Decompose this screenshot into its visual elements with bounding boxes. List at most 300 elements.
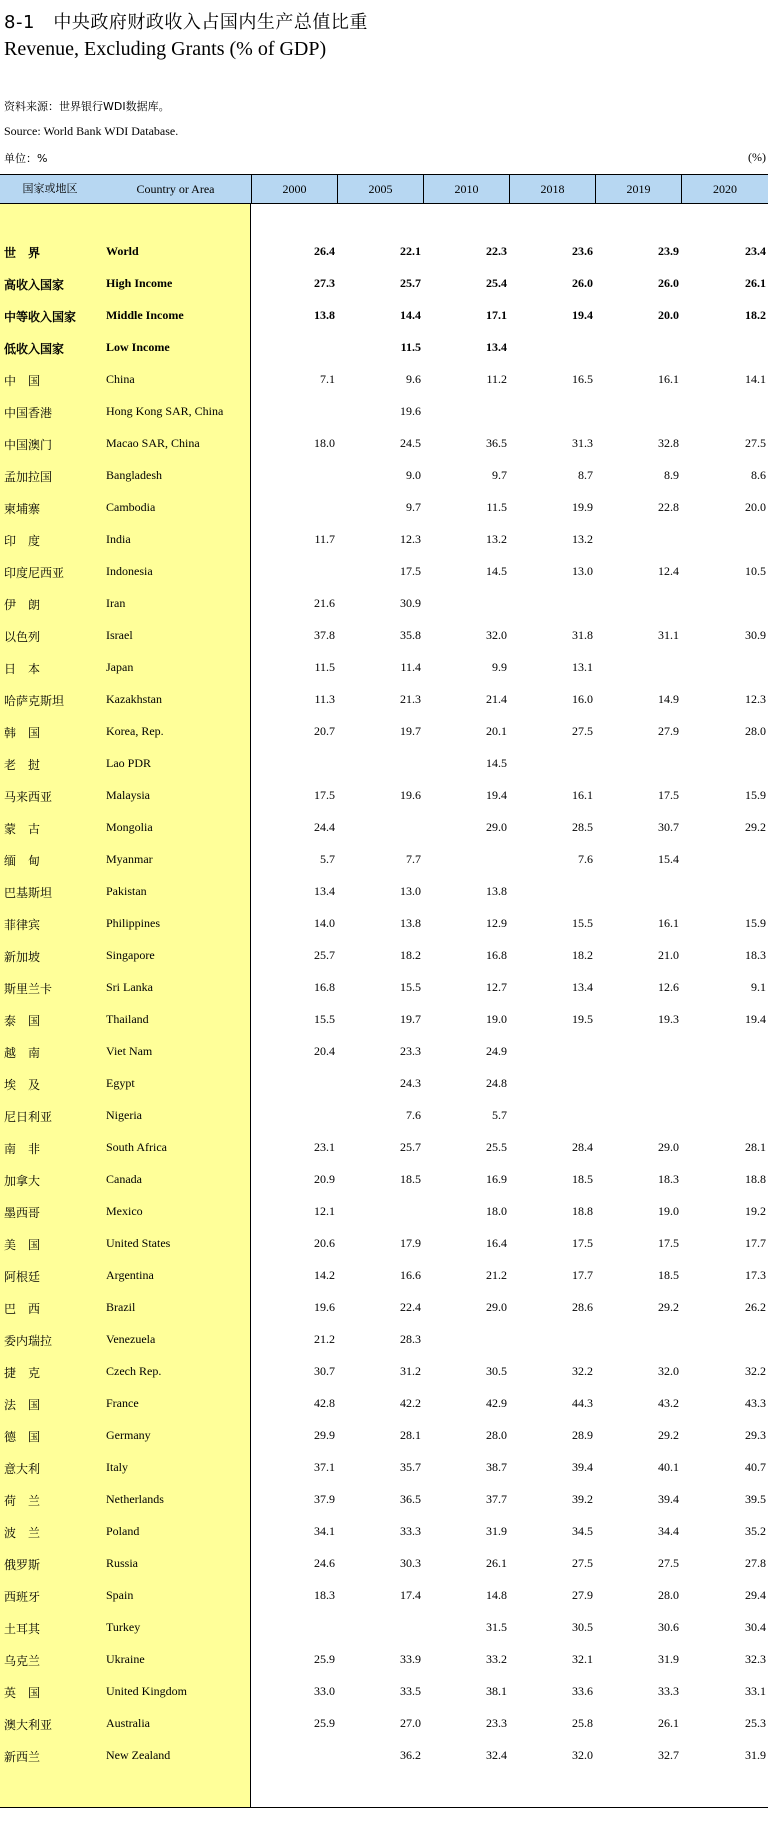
region-name-zh: 菲律宾 [4, 918, 41, 932]
region-name-zh: 伊 朗 [4, 598, 41, 612]
value-cell-2010: 25.5 [486, 1140, 507, 1154]
region-name-en: France [106, 1396, 139, 1410]
region-name-en: Malaysia [106, 788, 150, 802]
value-cell-2000: 26.4 [314, 244, 335, 258]
region-name-en: Middle Income [106, 308, 184, 322]
value-cell-2019: 30.7 [658, 820, 679, 834]
value-cell-2018: 39.2 [572, 1492, 593, 1506]
value-cell-2019: 31.9 [658, 1652, 679, 1666]
region-name-en: Bangladesh [106, 468, 162, 482]
table-row [0, 1420, 768, 1452]
value-cell-2010: 32.4 [486, 1748, 507, 1762]
value-cell-2000: 20.9 [314, 1172, 335, 1186]
value-cell-2018: 34.5 [572, 1524, 593, 1538]
table-row [0, 460, 768, 492]
region-name-en: Nigeria [106, 1108, 142, 1122]
value-cell-2018: 16.0 [572, 692, 593, 706]
region-name-en: United States [106, 1236, 171, 1250]
aggregate-row [0, 236, 768, 268]
value-cell-2005: 9.6 [406, 372, 421, 386]
value-cell-2005: 33.3 [400, 1524, 421, 1538]
region-name-zh: 新加坡 [4, 950, 41, 964]
value-cell-2005: 9.7 [406, 500, 421, 514]
region-name-en: Japan [106, 660, 134, 674]
column-header-year: 2005 [368, 182, 393, 196]
value-cell-2010: 13.4 [486, 340, 507, 354]
value-cell-2005: 13.0 [400, 884, 421, 898]
value-cell-2005: 42.2 [400, 1396, 421, 1410]
value-cell-2010: 42.9 [486, 1396, 507, 1410]
region-name-en: Macao SAR, China [106, 436, 200, 450]
region-name-zh: 美 国 [4, 1238, 41, 1252]
value-cell-2000: 13.8 [314, 308, 335, 322]
value-cell-2000: 17.5 [314, 788, 335, 802]
value-cell-2010: 5.7 [492, 1108, 507, 1122]
value-cell-2010: 21.2 [486, 1268, 507, 1282]
value-cell-2010: 19.0 [486, 1012, 507, 1026]
region-name-zh: 捷 克 [4, 1366, 41, 1380]
value-cell-2019: 18.3 [658, 1172, 679, 1186]
value-cell-2000: 42.8 [314, 1396, 335, 1410]
value-cell-2005: 35.7 [400, 1460, 421, 1474]
region-name-en: Philippines [106, 916, 161, 930]
column-header-year: 2019 [626, 182, 651, 196]
value-cell-2019: 16.1 [658, 916, 679, 930]
value-cell-2019: 33.3 [658, 1684, 679, 1698]
value-cell-2020: 32.3 [745, 1652, 766, 1666]
aggregate-row [0, 300, 768, 332]
value-cell-2005: 9.0 [406, 468, 421, 482]
value-cell-2010: 33.2 [486, 1652, 507, 1666]
value-cell-2010: 29.0 [486, 1300, 507, 1314]
value-cell-2005: 36.2 [400, 1748, 421, 1762]
value-cell-2020: 17.7 [745, 1236, 766, 1250]
table-row [0, 1100, 768, 1132]
value-cell-2020: 30.4 [745, 1620, 766, 1634]
value-cell-2019: 20.0 [658, 308, 679, 322]
value-cell-2019: 27.9 [658, 724, 679, 738]
value-cell-2020: 12.3 [745, 692, 766, 706]
table-row [0, 1548, 768, 1580]
table-row [0, 1356, 768, 1388]
region-name-en: Canada [106, 1172, 142, 1186]
value-cell-2000: 20.4 [314, 1044, 335, 1058]
value-cell-2019: 30.6 [658, 1620, 679, 1634]
value-cell-2000: 33.0 [314, 1684, 335, 1698]
value-cell-2020: 27.5 [745, 436, 766, 450]
region-name-en: Netherlands [106, 1492, 164, 1506]
region-name-zh: 柬埔寨 [4, 502, 41, 516]
region-name-zh: 中国澳门 [4, 438, 53, 452]
value-cell-2010: 14.8 [486, 1588, 507, 1602]
table-row [0, 812, 768, 844]
value-cell-2010: 9.9 [492, 660, 507, 674]
value-cell-2000: 11.7 [314, 532, 335, 546]
table-row [0, 1324, 768, 1356]
value-cell-2005: 19.6 [400, 404, 421, 418]
region-name-en: Myanmar [106, 852, 153, 866]
table-row [0, 364, 768, 396]
value-cell-2018: 39.4 [572, 1460, 593, 1474]
region-name-zh: 意大利 [4, 1462, 41, 1476]
value-cell-2010: 37.7 [486, 1492, 507, 1506]
value-cell-2019: 15.4 [658, 852, 679, 866]
value-cell-2005: 17.4 [400, 1588, 421, 1602]
value-cell-2010: 12.7 [486, 980, 507, 994]
value-cell-2000: 29.9 [314, 1428, 335, 1442]
region-name-en: Kazakhstan [106, 692, 162, 706]
table-row [0, 748, 768, 780]
region-name-zh: 巴基斯坦 [4, 886, 53, 900]
column-header-region-en: Country or Area [136, 182, 215, 196]
value-cell-2005: 7.6 [406, 1108, 421, 1122]
value-cell-2018: 13.1 [572, 660, 593, 674]
region-name-en: Czech Rep. [106, 1364, 162, 1378]
value-cell-2005: 13.8 [400, 916, 421, 930]
value-cell-2000: 5.7 [320, 852, 335, 866]
value-cell-2020: 25.3 [745, 1716, 766, 1730]
value-cell-2005: 25.7 [400, 276, 421, 290]
region-name-en: Brazil [106, 1300, 136, 1314]
region-name-zh: 南 非 [4, 1142, 41, 1156]
value-cell-2018: 30.5 [572, 1620, 593, 1634]
table-row [0, 524, 768, 556]
value-cell-2020: 28.1 [745, 1140, 766, 1154]
region-name-zh: 高收入国家 [4, 278, 65, 292]
value-cell-2020: 39.5 [745, 1492, 766, 1506]
value-cell-2005: 7.7 [406, 852, 421, 866]
table-row [0, 1292, 768, 1324]
value-cell-2010: 16.4 [486, 1236, 507, 1250]
region-name-zh: 世 界 [4, 246, 41, 260]
region-name-en: New Zealand [106, 1748, 171, 1762]
value-cell-2018: 31.3 [572, 436, 593, 450]
value-cell-2018: 8.7 [578, 468, 593, 482]
region-name-zh: 老 挝 [4, 758, 41, 772]
region-name-zh: 马来西亚 [4, 790, 53, 804]
value-cell-2005: 24.3 [400, 1076, 421, 1090]
region-name-en: Low Income [106, 340, 170, 354]
value-cell-2010: 32.0 [486, 628, 507, 642]
value-cell-2000: 13.4 [314, 884, 335, 898]
value-cell-2010: 38.1 [486, 1684, 507, 1698]
table-row [0, 1004, 768, 1036]
value-cell-2010: 38.7 [486, 1460, 507, 1474]
table-row [0, 1516, 768, 1548]
value-cell-2019: 12.6 [658, 980, 679, 994]
value-cell-2005: 33.9 [400, 1652, 421, 1666]
table-row [0, 780, 768, 812]
table-row [0, 1260, 768, 1292]
table-row [0, 588, 768, 620]
table-row [0, 1196, 768, 1228]
value-cell-2000: 21.6 [314, 596, 335, 610]
value-cell-2010: 22.3 [486, 244, 507, 258]
value-cell-2018: 25.8 [572, 1716, 593, 1730]
value-cell-2000: 24.6 [314, 1556, 335, 1570]
region-name-en: Russia [106, 1556, 139, 1570]
value-cell-2018: 13.0 [572, 564, 593, 578]
value-cell-2020: 27.8 [745, 1556, 766, 1570]
region-name-en: Spain [106, 1588, 134, 1602]
value-cell-2000: 24.4 [314, 820, 335, 834]
value-cell-2010: 31.9 [486, 1524, 507, 1538]
table-row [0, 492, 768, 524]
value-cell-2018: 32.1 [572, 1652, 593, 1666]
value-cell-2010: 14.5 [486, 756, 507, 770]
value-cell-2020: 15.9 [745, 788, 766, 802]
table-row [0, 1132, 768, 1164]
value-cell-2020: 40.7 [745, 1460, 766, 1474]
value-cell-2019: 18.5 [658, 1268, 679, 1282]
value-cell-2005: 16.6 [400, 1268, 421, 1282]
region-name-zh: 泰 国 [4, 1014, 41, 1028]
value-cell-2018: 13.4 [572, 980, 593, 994]
value-cell-2005: 17.5 [400, 564, 421, 578]
value-cell-2005: 14.4 [400, 308, 421, 322]
value-cell-2020: 18.2 [745, 308, 766, 322]
value-cell-2000: 25.9 [314, 1652, 335, 1666]
value-cell-2020: 29.4 [745, 1588, 766, 1602]
region-name-en: Argentina [106, 1268, 154, 1282]
value-cell-2010: 11.5 [486, 500, 507, 514]
value-cell-2020: 31.9 [745, 1748, 766, 1762]
region-name-en: India [106, 532, 131, 546]
value-cell-2020: 30.9 [745, 628, 766, 642]
region-name-en: Poland [106, 1524, 140, 1538]
value-cell-2019: 19.3 [658, 1012, 679, 1026]
region-name-zh: 日 本 [4, 662, 41, 676]
table-bottom-rule [0, 1807, 768, 1808]
region-name-en: Thailand [106, 1012, 149, 1026]
value-cell-2018: 28.5 [572, 820, 593, 834]
region-name-en: High Income [106, 276, 173, 290]
region-name-zh: 英 国 [4, 1686, 41, 1700]
region-name-zh: 委内瑞拉 [4, 1334, 53, 1348]
region-name-en: South Africa [106, 1140, 167, 1154]
table-row [0, 908, 768, 940]
value-cell-2020: 17.3 [745, 1268, 766, 1282]
value-cell-2019: 28.0 [658, 1588, 679, 1602]
table-row [0, 1580, 768, 1612]
table-title-zh: 8-1 中央政府财政收入占国内生产总值比重 [4, 12, 368, 33]
value-cell-2018: 18.8 [572, 1204, 593, 1218]
table-row [0, 684, 768, 716]
region-name-zh: 缅 甸 [4, 854, 41, 868]
table-row [0, 876, 768, 908]
table-row [0, 1708, 768, 1740]
table-row [0, 940, 768, 972]
value-cell-2019: 31.1 [658, 628, 679, 642]
value-cell-2019: 14.9 [658, 692, 679, 706]
table-row [0, 844, 768, 876]
region-name-en: Germany [106, 1428, 151, 1442]
table-row [0, 1644, 768, 1676]
column-header-year: 2000 [282, 182, 307, 196]
region-name-zh: 法 国 [4, 1398, 41, 1412]
column-header-year: 2018 [540, 182, 565, 196]
region-name-en: China [106, 372, 135, 386]
region-name-zh: 巴 西 [4, 1302, 41, 1316]
value-cell-2020: 20.0 [745, 500, 766, 514]
region-name-zh: 澳大利亚 [4, 1718, 53, 1732]
table-title-en: Revenue, Excluding Grants (% of GDP) [4, 38, 327, 60]
table-row [0, 1612, 768, 1644]
value-cell-2005: 19.6 [400, 788, 421, 802]
value-cell-2018: 19.5 [572, 1012, 593, 1026]
value-cell-2000: 37.8 [314, 628, 335, 642]
region-name-en: Italy [106, 1460, 128, 1474]
value-cell-2010: 13.2 [486, 532, 507, 546]
value-cell-2005: 22.4 [400, 1300, 421, 1314]
value-cell-2019: 29.0 [658, 1140, 679, 1154]
table-row [0, 972, 768, 1004]
value-cell-2010: 26.1 [486, 1556, 507, 1570]
table-row [0, 1388, 768, 1420]
value-cell-2000: 14.2 [314, 1268, 335, 1282]
table-row [0, 1068, 768, 1100]
value-cell-2020: 35.2 [745, 1524, 766, 1538]
region-name-zh: 土耳其 [4, 1622, 41, 1636]
value-cell-2000: 25.7 [314, 948, 335, 962]
table-row [0, 396, 768, 428]
value-cell-2005: 27.0 [400, 1716, 421, 1730]
value-cell-2019: 16.1 [658, 372, 679, 386]
table-row [0, 1036, 768, 1068]
value-cell-2018: 17.7 [572, 1268, 593, 1282]
table-row [0, 1740, 768, 1772]
region-name-zh: 印度尼西亚 [4, 566, 65, 580]
value-cell-2020: 33.1 [745, 1684, 766, 1698]
value-cell-2019: 22.8 [658, 500, 679, 514]
value-cell-2020: 28.0 [745, 724, 766, 738]
region-name-en: Turkey [106, 1620, 141, 1634]
value-cell-2019: 32.8 [658, 436, 679, 450]
value-cell-2018: 32.2 [572, 1364, 593, 1378]
region-name-en: Lao PDR [106, 756, 151, 770]
column-header-row [0, 174, 768, 204]
value-cell-2019: 26.1 [658, 1716, 679, 1730]
value-cell-2020: 8.6 [751, 468, 766, 482]
value-cell-2010: 12.9 [486, 916, 507, 930]
region-name-zh: 墨西哥 [4, 1206, 41, 1220]
value-cell-2019: 32.0 [658, 1364, 679, 1378]
value-cell-2018: 26.0 [572, 276, 593, 290]
value-cell-2018: 31.8 [572, 628, 593, 642]
region-name-en: Korea, Rep. [106, 724, 164, 738]
region-name-zh: 斯里兰卡 [4, 982, 53, 996]
region-name-en: United Kingdom [106, 1684, 187, 1698]
value-cell-2010: 30.5 [486, 1364, 507, 1378]
value-cell-2010: 24.9 [486, 1044, 507, 1058]
value-cell-2005: 12.3 [400, 532, 421, 546]
value-cell-2005: 18.5 [400, 1172, 421, 1186]
region-name-en: Indonesia [106, 564, 153, 578]
value-cell-2020: 10.5 [745, 564, 766, 578]
value-cell-2010: 25.4 [486, 276, 507, 290]
value-cell-2019: 17.5 [658, 1236, 679, 1250]
value-cell-2019: 27.5 [658, 1556, 679, 1570]
region-name-en: Israel [106, 628, 133, 642]
value-cell-2005: 33.5 [400, 1684, 421, 1698]
value-cell-2005: 30.3 [400, 1556, 421, 1570]
value-cell-2019: 21.0 [658, 948, 679, 962]
value-cell-2010: 21.4 [486, 692, 507, 706]
value-cell-2000: 27.3 [314, 276, 335, 290]
value-cell-2010: 11.2 [486, 372, 507, 386]
region-name-zh: 乌克兰 [4, 1654, 41, 1668]
region-name-zh: 越 南 [4, 1046, 41, 1060]
value-cell-2000: 37.9 [314, 1492, 335, 1506]
value-cell-2005: 11.4 [400, 660, 421, 674]
value-cell-2018: 7.6 [578, 852, 593, 866]
region-name-zh: 以色列 [4, 630, 41, 644]
value-cell-2005: 24.5 [400, 436, 421, 450]
value-cell-2018: 17.5 [572, 1236, 593, 1250]
value-cell-2020: 26.1 [745, 276, 766, 290]
table-row [0, 620, 768, 652]
value-cell-2000: 23.1 [314, 1140, 335, 1154]
region-name-en: Ukraine [106, 1652, 145, 1666]
region-name-en: Egypt [106, 1076, 135, 1090]
value-cell-2005: 23.3 [400, 1044, 421, 1058]
value-cell-2000: 30.7 [314, 1364, 335, 1378]
value-cell-2000: 25.9 [314, 1716, 335, 1730]
value-cell-2000: 11.5 [314, 660, 335, 674]
value-cell-2010: 24.8 [486, 1076, 507, 1090]
value-cell-2010: 19.4 [486, 788, 507, 802]
value-cell-2005: 19.7 [400, 724, 421, 738]
value-cell-2019: 34.4 [658, 1524, 679, 1538]
table-row [0, 556, 768, 588]
value-cell-2010: 28.0 [486, 1428, 507, 1442]
table-row [0, 1676, 768, 1708]
value-cell-2010: 23.3 [486, 1716, 507, 1730]
region-name-en: Pakistan [106, 884, 147, 898]
value-cell-2018: 44.3 [572, 1396, 593, 1410]
region-name-zh: 德 国 [4, 1430, 41, 1444]
value-cell-2010: 29.0 [486, 820, 507, 834]
source-zh: 资料来源：世界银行WDI数据库。 [4, 100, 170, 113]
value-cell-2005: 18.2 [400, 948, 421, 962]
region-name-zh: 阿根廷 [4, 1270, 41, 1284]
value-cell-2020: 18.3 [745, 948, 766, 962]
region-name-zh: 荷 兰 [4, 1494, 41, 1508]
table-row [0, 1452, 768, 1484]
value-cell-2020: 32.2 [745, 1364, 766, 1378]
value-cell-2018: 23.6 [572, 244, 593, 258]
value-cell-2020: 29.3 [745, 1428, 766, 1442]
region-name-en: World [106, 244, 139, 258]
value-cell-2019: 39.4 [658, 1492, 679, 1506]
value-cell-2018: 27.5 [572, 1556, 593, 1570]
value-cell-2000: 20.6 [314, 1236, 335, 1250]
value-cell-2000: 21.2 [314, 1332, 335, 1346]
value-cell-2000: 20.7 [314, 724, 335, 738]
column-header-year: 2020 [713, 182, 737, 196]
region-name-en: Sri Lanka [106, 980, 153, 994]
table-row [0, 428, 768, 460]
value-cell-2000: 16.8 [314, 980, 335, 994]
value-cell-2005: 22.1 [400, 244, 421, 258]
value-cell-2000: 37.1 [314, 1460, 335, 1474]
value-cell-2005: 19.7 [400, 1012, 421, 1026]
region-name-en: Singapore [106, 948, 155, 962]
region-name-en: Mexico [106, 1204, 143, 1218]
unit-percent: (%) [748, 150, 766, 164]
value-cell-2018: 18.5 [572, 1172, 593, 1186]
value-cell-2018: 28.6 [572, 1300, 593, 1314]
